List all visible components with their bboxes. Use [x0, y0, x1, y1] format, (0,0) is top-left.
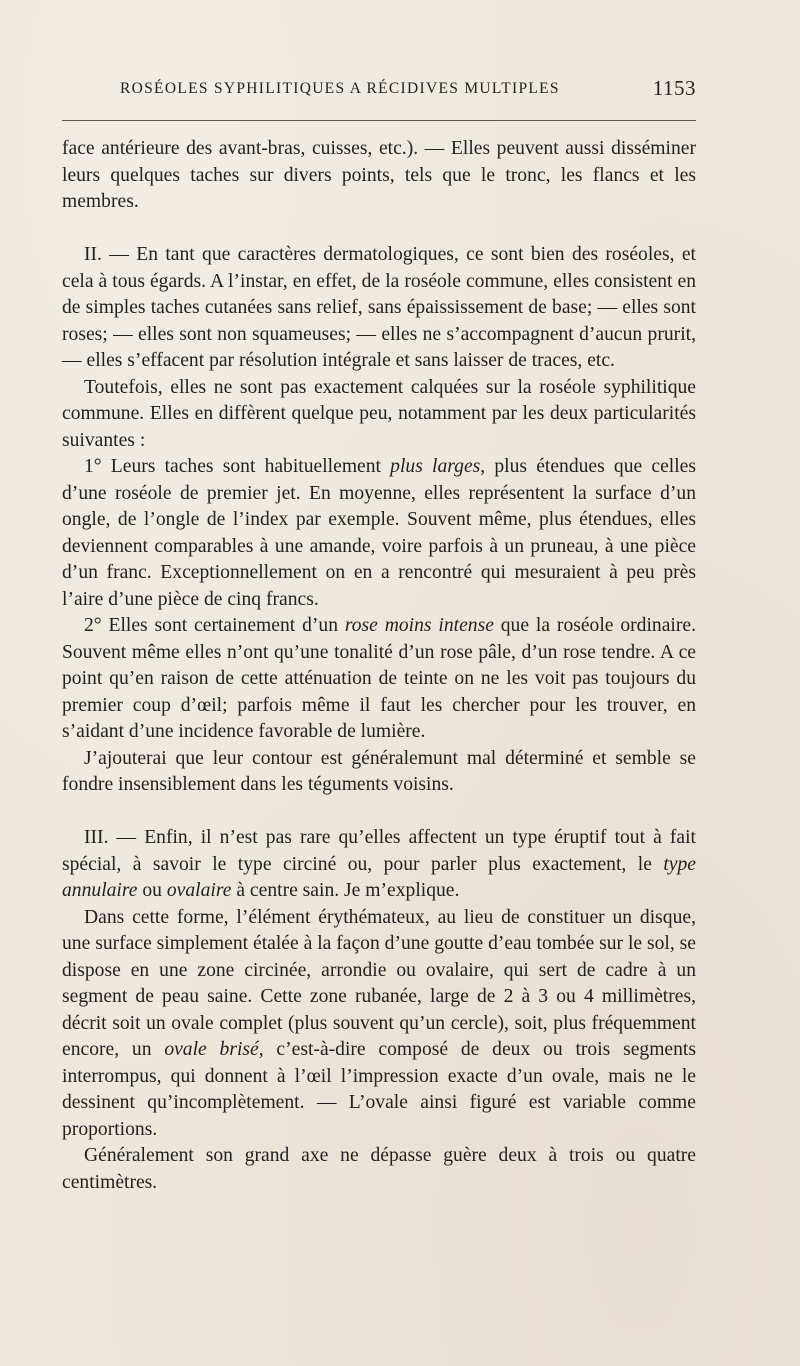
text-run: , c’est-à-dire composé de deux ou trois segments interrompus, qui donnent à l’œil l’impression exacte d’un ovale, mais ne le dessinent qu’incomplètement. — L’ovale ainsi figuré est variable comme proportions. — [62, 1039, 696, 1140]
emphasis-ovalaire: ovalaire — [166, 880, 232, 901]
paragraph-forme — [62, 905, 696, 1144]
text-run: III. — Enfin, il n’est pas rare qu’elles affectent un type éruptif tout à fait spécial, à savoir le type circiné ou, pour parler plus exactement, le — [62, 827, 696, 875]
text-run: Dans cette forme, l’élément érythémateux, au lieu de constituer un disque, une surface simplement étalée à la façon d’une goutte d’eau tombée sur le sol, se dispose en une zone circinée, arrondie ou ovalaire, qui sert de cadre à un segment de peau saine. Cette zone rubanée, large de 2 à 3 ou 4 millimètres, décrit soit un ovale complet (plus souvent qu’un cercle), soit, plus fréquemment encore, un — [62, 906, 696, 1060]
paragraph-continuation: face antérieure des avant-bras, cuisses, etc.). — Elles peuvent aussi disséminer leurs quelques taches sur divers points, tels que le tronc, les flancs et les membres. — [62, 138, 696, 212]
text-run: ou — [137, 880, 167, 901]
paragraph-toutefois: Toutefois, elles ne sont pas exactement calquées sur la roséole syphilitique commune. Elles en diffèrent quelque peu, notamment par les deux particularités suivantes : — [62, 376, 696, 451]
paragraph-grand-axe: Généralement son grand axe ne dépasse guère deux à trois ou quatre centimètres. — [62, 1145, 696, 1193]
emphasis-type-annulaire: type annulaire — [62, 853, 696, 901]
text-run: , plus étendues que celles d’une roséole de premier jet. En moyenne, elles représentent la surface d’un ongle, de l’ongle de l’index par exemple. Souvent même, plus étendues, elles deviennent comparables à une amande, voire parfois à un pruneau, à une pièce d’un franc. Exceptionnellement on en a rencontré qui mesuraient à peu près l’aire d’une pièce de cinq francs. — [62, 456, 696, 610]
emphasis-ovale-brise: ovale brisé — [164, 1039, 259, 1060]
text-run: que la roséole ordinaire. Souvent même elles n’ont qu’une tonalité d’un rose pâle, d’un rose tendre. A ce point qu’en raison de cette atténuation de teinte on ne les voit pas toujours du premier coup d’œil; parfois même il faut les chercher pour les trouver, en s’aidant d’une incidence favorable de lumière. — [62, 615, 696, 742]
emphasis-plus-larges: plus larges — [390, 456, 481, 477]
body-text — [62, 136, 696, 1196]
paragraph-contour: J’ajouterai que leur contour est généralemunt mal déterminé et semble se fondre insensiblement dans les téguments voisins. — [62, 747, 696, 795]
paragraph-point-2 — [62, 613, 696, 746]
paragraph-section-ii: II. — En tant que caractères dermatologiques, ce sont bien des roséoles, et cela à tous égards. A l’instar, en effet, de la roséole commune, elles consistent en de simples taches cutanées sans relief, sans épaississement de base; — elles sont roses; — elles sont non squameuses; — elles ne s’accompagnent d’aucun prurit, — elles s’effacent par résolution intégrale et sans laisser de traces, etc. — [62, 244, 696, 371]
emphasis-rose-moins-intense: rose moins intense — [344, 615, 494, 636]
text-run: 2° Elles sont certainement d’un — [84, 615, 345, 636]
paragraph-section-iii — [62, 825, 696, 905]
page-header — [62, 78, 696, 104]
page-number: 1153 — [652, 76, 696, 100]
header-rule — [62, 120, 696, 121]
text-run: 1° Leurs taches sont habituellement — [84, 456, 391, 477]
running-head: ROSÉOLES SYPHILITIQUES A RÉCIDIVES MULTIPLES — [120, 80, 560, 97]
text-run: à centre sain. Je m’explique. — [231, 880, 460, 901]
paragraph-point-1 — [62, 454, 696, 613]
